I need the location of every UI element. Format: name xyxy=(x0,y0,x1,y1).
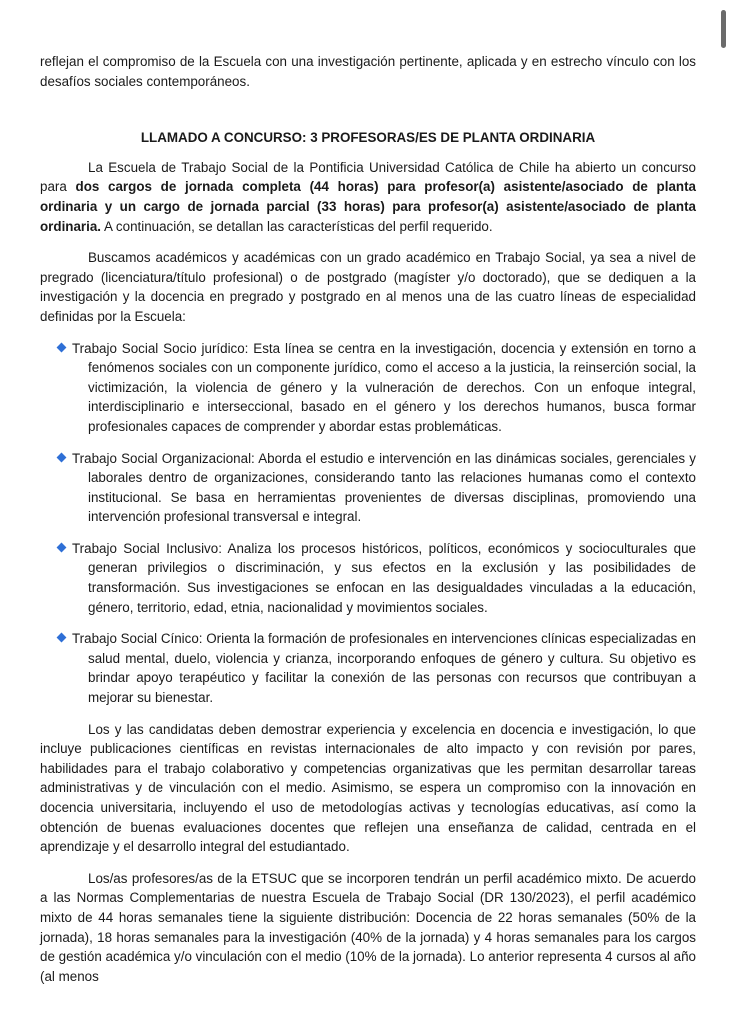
diamond-bullet-icon xyxy=(57,633,67,643)
paragraph-call-text-a: La Escuela de Trabajo Social de la Pontificia Universidad Católica de Chile ha abierto un concurso para xyxy=(40,159,696,195)
paragraph-call-bold: dos cargos de jornada completa (44 horas) para profesor(a) asistente/asociado de planta ordinaria y un cargo de jornada parcial (33 horas) para profesor(a) asistente/asociado de planta ordinaria. xyxy=(40,179,696,234)
call-title: LLAMADO A CONCURSO: 3 PROFESORAS/ES DE PLANTA ORDINARIA xyxy=(140,130,596,146)
scrollbar-thumb[interactable] xyxy=(721,10,726,48)
document-page xyxy=(40,52,696,986)
list-item xyxy=(40,339,696,437)
intro-paragraph-tail: reflejan el compromiso de la Escuela con una investigación pertinente, aplicada y en estrecho vínculo con los desafíos sociales contemporáneos. xyxy=(40,54,696,89)
list-item-text: Trabajo Social Organizacional: Aborda el estudio e intervención en las dinámicas sociales, gerenciales y laborales dentro de organizaciones, considerando tanto las relaciones humanas como el contexto institucional. Se basa en herramientas provenientes de diversas disciplinas, promoviendo una intervención profesional transversal e integral. xyxy=(72,450,696,525)
list-item-text: Trabajo Social Socio jurídico: Esta línea se centra en la investigación, docencia y extensión en torno a fenómenos sociales con un componente jurídico, como el acceso a la justicia, la reinserción social, la victimización, la violencia de género y la vulneración de derechos. Con un enfoque integral, interdisciplinario e interseccional, basado en el género y los derechos humanos, busca formar profesionales capaces de comprender y abordar estas problemáticas. xyxy=(72,340,696,434)
paragraph-academic-profile: Los/as profesores/as de la ETSUC que se incorporen tendrán un perfil académico mixto. De acuerdo a las Normas Complementarias de nuestra Escuela de Trabajo Social (DR 130/2023), el perfil académico mixto de 44 horas semanales tiene la siguiente distribución: Docencia de 22 horas semanales (50% de la jornada), 18 horas semanales para la investigación (40% de la jornada) y 4 horas semanales para los cargos de gestión académica y/o vinculación con el medio (10% de la jornada). Lo anterior representa 4 cursos al año (al menos xyxy=(40,870,696,984)
diamond-bullet-icon xyxy=(57,452,67,462)
list-item xyxy=(40,449,696,527)
paragraph-call-text-b: A continuación, se detallan las características del perfil requerido. xyxy=(101,218,493,234)
paragraph-call xyxy=(40,158,696,236)
list-item-text: Trabajo Social Cínico: Orienta la formación de profesionales en intervenciones clínicas especializadas en salud mental, duelo, violencia y crianza, incorporando enfoques de género y cultura. Su objetivo es brindar apoyo terapéutico y facilitar la conexión de las personas con recursos que contribuyan a mejorar su bienestar. xyxy=(72,631,696,706)
list-item xyxy=(40,629,696,707)
list-item-text: Trabajo Social Inclusivo: Analiza los procesos históricos, políticos, económicos y socioculturales que generan privilegios o discriminación, y sus efectos en la exclusión y las posibilidades de transformación. Sus investigaciones se enfocan en las desigualdades vinculadas a la educación, género, territorio, edad, etnia, nacionalidad y movimientos sociales. xyxy=(72,540,696,615)
paragraph-requirements: Los y las candidatas deben demostrar experiencia y excelencia en docencia e investigación, lo que incluye publicaciones científicas en revistas internacionales de alto impacto y con revisión por pares, habilidades para el trabajo colaborativo y competencias organizativas que les permitan desarrollar tareas administrativas y de vinculación con el medio. Asimismo, se espera un compromiso con la innovación en docencia universitaria, incluyendo el uso de metodologías activas y tecnologías educativas, así como la obtención de buenas evaluaciones docentes que reflejen una enseñanza de calidad, centrada en el aprendizaje y el desarrollo integral del estudiantado. xyxy=(40,721,696,855)
diamond-bullet-icon xyxy=(57,342,67,352)
specialty-lines-list xyxy=(40,339,696,708)
paragraph-profile: Buscamos académicos y académicas con un grado académico en Trabajo Social, ya sea a nivel de pregrado (licenciatura/título profesional) o de postgrado (magíster y/o doctorado), que se dediquen a la investigación y la docencia en pregrado y postgrado en al menos una de las cuatro líneas de especialidad definidas por la Escuela: xyxy=(40,250,696,324)
diamond-bullet-icon xyxy=(57,542,67,552)
list-item xyxy=(40,539,696,617)
